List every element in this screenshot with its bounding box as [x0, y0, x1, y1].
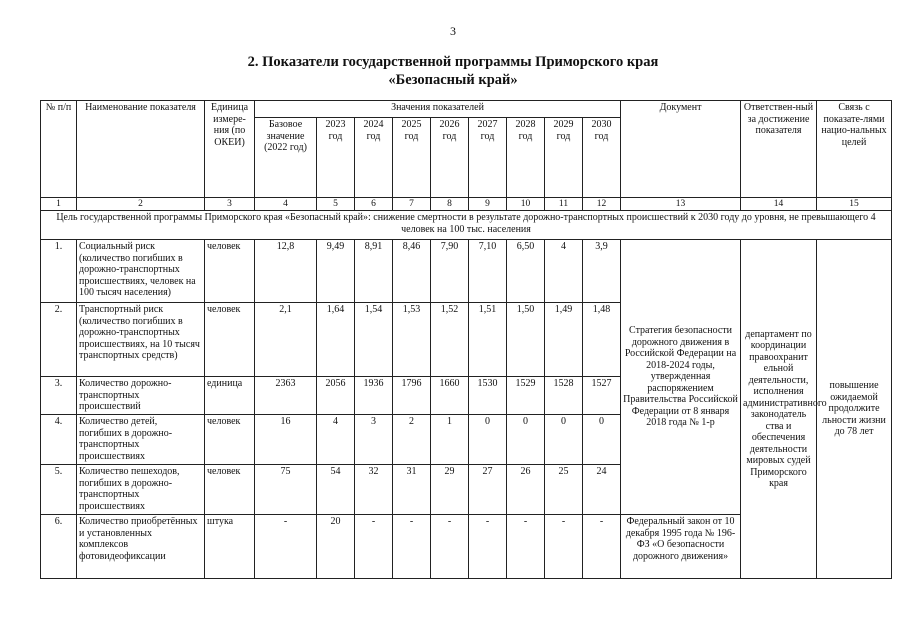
page-number: 3 [450, 24, 456, 38]
column-number: 5 [317, 198, 355, 211]
value-2027: 27 [469, 465, 507, 515]
value-2025: 8,46 [393, 240, 431, 303]
value-2025: - [393, 515, 431, 579]
value-2025: 1796 [393, 377, 431, 415]
indicator-unit: человек [205, 240, 255, 303]
value-2029: 1528 [545, 377, 583, 415]
row-number: 5. [41, 465, 77, 515]
document-strategy: Стратегия безопасности дорожного движения в Российской Федерации на 2018-2024 годы, утвержденная распоряжением Правительства Российской Федерации от 8 января 2018 года № 1-р [621, 240, 741, 515]
value-2026: - [431, 515, 469, 579]
column-number: 12 [583, 198, 621, 211]
row-number: 6. [41, 515, 77, 579]
column-number: 2 [77, 198, 205, 211]
value-2023: 2056 [317, 377, 355, 415]
value-2024: 32 [355, 465, 393, 515]
value-2024: 1936 [355, 377, 393, 415]
column-number: 7 [393, 198, 431, 211]
value-2029: 0 [545, 415, 583, 465]
value-2027: - [469, 515, 507, 579]
column-number: 3 [205, 198, 255, 211]
indicators-table [40, 100, 892, 579]
value-2026: 7,90 [431, 240, 469, 303]
program-goal: Цель государственной программы Приморского края «Безопасный край»: снижение смертности в результате дорожно-транспортных происшествий к 2030 году до уровня, не превышающего 4 человек на 100 тыс. населения [41, 211, 892, 240]
value-2030: 1,48 [583, 303, 621, 377]
base-value: 16 [255, 415, 317, 465]
header-document: Документ [621, 101, 741, 198]
document-federal-law: Федеральный закон от 10 декабря 1995 года № 196-ФЗ «О безопасности дорожного движения» [621, 515, 741, 579]
value-2025: 1,53 [393, 303, 431, 377]
value-2027: 7,10 [469, 240, 507, 303]
header-2024: 2024 год [355, 118, 393, 198]
header-base: Базовое значение (2022 год) [255, 118, 317, 198]
value-2023: 20 [317, 515, 355, 579]
column-number: 1 [41, 198, 77, 211]
value-2027: 0 [469, 415, 507, 465]
indicator-unit: человек [205, 415, 255, 465]
value-2029: 1,49 [545, 303, 583, 377]
indicator-name: Транспортный риск (количество погибших в дорожно-транспортных происшествиях, на 10 тысяч транспортных средств) [77, 303, 205, 377]
value-2024: - [355, 515, 393, 579]
row-number: 2. [41, 303, 77, 377]
header-unit: Единица измере-ния (по ОКЕИ) [205, 101, 255, 198]
column-number-row [41, 198, 892, 211]
header-2028: 2028 год [507, 118, 545, 198]
column-number: 4 [255, 198, 317, 211]
value-2023: 4 [317, 415, 355, 465]
title-line-1: 2. Показатели государственной программы Приморского края [247, 54, 659, 70]
header-2027: 2027 год [469, 118, 507, 198]
title-line-2: «Безопасный край» [388, 72, 518, 88]
value-2028: 0 [507, 415, 545, 465]
value-2024: 3 [355, 415, 393, 465]
header-responsible: Ответствен-ный за достижение показателя [741, 101, 817, 198]
page-title [0, 53, 906, 89]
value-2025: 2 [393, 415, 431, 465]
value-2030: 0 [583, 415, 621, 465]
indicator-unit: человек [205, 465, 255, 515]
value-2028: 6,50 [507, 240, 545, 303]
indicator-name: Количество приобретённых и установленных комплексов фотовидеофиксации [77, 515, 205, 579]
value-2028: - [507, 515, 545, 579]
header-link: Связь с показате-лями нацио-нальных целей [817, 101, 892, 198]
value-2026: 29 [431, 465, 469, 515]
header-num: № п/п [41, 101, 77, 198]
value-2024: 8,91 [355, 240, 393, 303]
column-number: 9 [469, 198, 507, 211]
responsible-department: департамент по координации правоохранит ельной деятельности, исполнения административного законодатель ства и обеспечения деятельности мировых судей Приморского края [741, 240, 817, 579]
indicator-unit: единица [205, 377, 255, 415]
base-value: 75 [255, 465, 317, 515]
row-number: 4. [41, 415, 77, 465]
column-number: 15 [817, 198, 892, 211]
value-2030: 1527 [583, 377, 621, 415]
indicator-name: Количество пешеходов, погибших в дорожно-транспортных происшествиях [77, 465, 205, 515]
value-2029: - [545, 515, 583, 579]
header-2030: 2030 год [583, 118, 621, 198]
table-row [41, 240, 892, 303]
value-2028: 26 [507, 465, 545, 515]
row-number: 1. [41, 240, 77, 303]
header-2029: 2029 год [545, 118, 583, 198]
indicator-name: Количество дорожно-транспортных происшествий [77, 377, 205, 415]
header-values-group: Значения показателей [255, 101, 621, 118]
national-goal-link: повышение ожидаемой продолжите льности жизни до 78 лет [817, 240, 892, 579]
value-2028: 1529 [507, 377, 545, 415]
header-name: Наименование показателя [77, 101, 205, 198]
value-2029: 4 [545, 240, 583, 303]
column-number: 10 [507, 198, 545, 211]
value-2026: 1,52 [431, 303, 469, 377]
value-2024: 1,54 [355, 303, 393, 377]
column-number: 8 [431, 198, 469, 211]
value-2027: 1,51 [469, 303, 507, 377]
column-number: 6 [355, 198, 393, 211]
indicator-name: Количество детей, погибших в дорожно-транспортных происшествиях [77, 415, 205, 465]
value-2030: 3,9 [583, 240, 621, 303]
column-number: 11 [545, 198, 583, 211]
value-2030: 24 [583, 465, 621, 515]
base-value: 2363 [255, 377, 317, 415]
value-2023: 1,64 [317, 303, 355, 377]
value-2029: 25 [545, 465, 583, 515]
header-2025: 2025 год [393, 118, 431, 198]
value-2023: 9,49 [317, 240, 355, 303]
value-2026: 1 [431, 415, 469, 465]
value-2027: 1530 [469, 377, 507, 415]
base-value: 2,1 [255, 303, 317, 377]
value-2026: 1660 [431, 377, 469, 415]
base-value: - [255, 515, 317, 579]
indicator-name: Социальный риск (количество погибших в дорожно-транспортных происшествиях, человек на 100 тысяч населения) [77, 240, 205, 303]
value-2030: - [583, 515, 621, 579]
column-number: 13 [621, 198, 741, 211]
indicator-unit: штука [205, 515, 255, 579]
indicator-unit: человек [205, 303, 255, 377]
value-2025: 31 [393, 465, 431, 515]
header-2026: 2026 год [431, 118, 469, 198]
column-number: 14 [741, 198, 817, 211]
value-2023: 54 [317, 465, 355, 515]
row-number: 3. [41, 377, 77, 415]
header-2023: 2023 год [317, 118, 355, 198]
value-2028: 1,50 [507, 303, 545, 377]
base-value: 12,8 [255, 240, 317, 303]
